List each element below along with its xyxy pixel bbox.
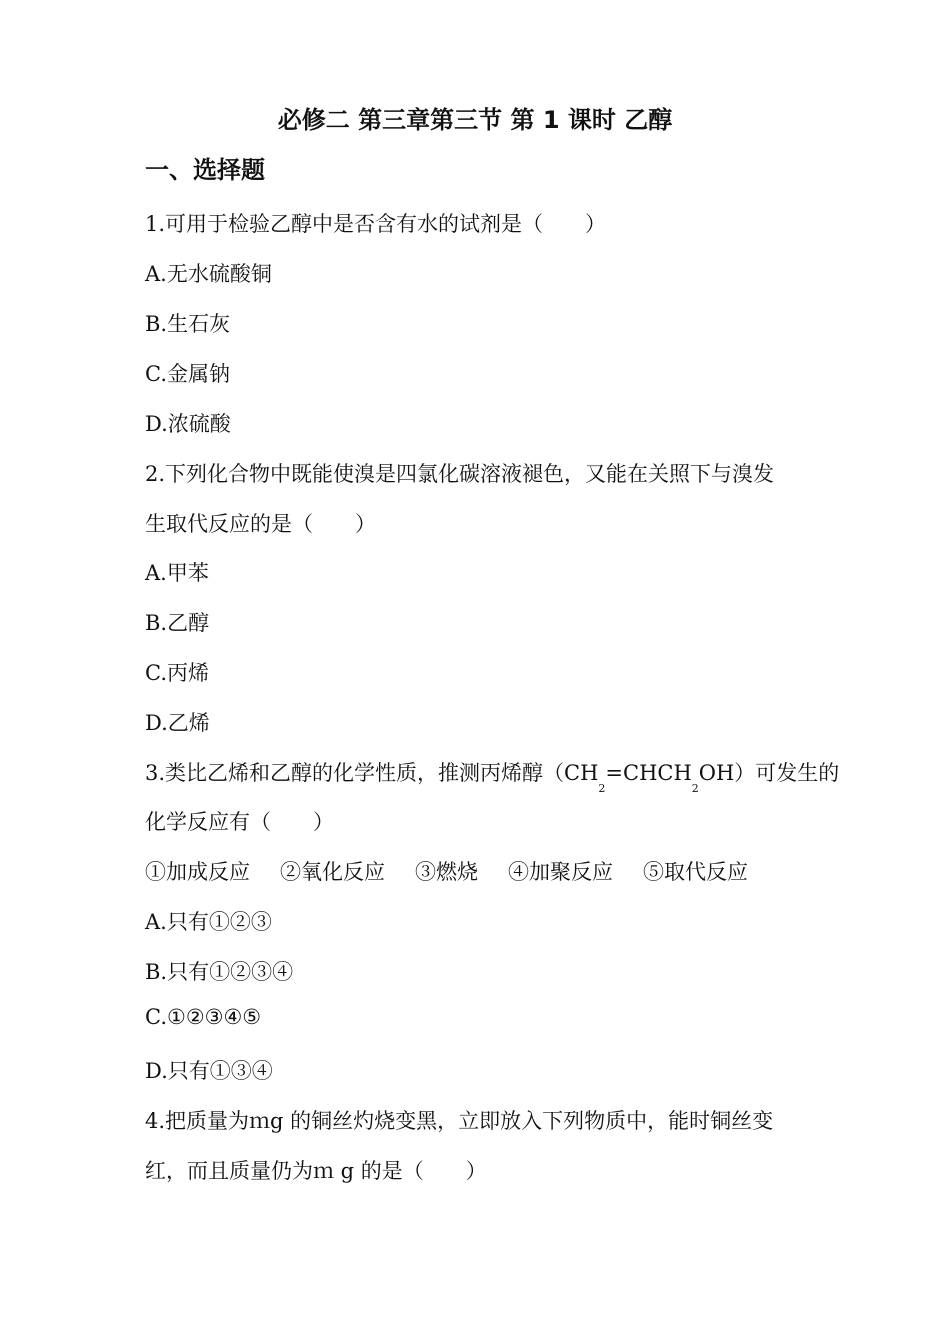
- reaction-item: ②氧化反应: [280, 860, 385, 884]
- reaction-item: ⑤取代反应: [643, 860, 748, 884]
- reaction-item: ④加聚反应: [508, 860, 613, 884]
- question-3-stem-line-2: 化学反应有（ ）: [145, 810, 334, 834]
- question-4-stem-line-2: 红，而且质量仍为ｍ g 的是（ ）: [145, 1159, 487, 1183]
- question-2-option-a: A.甲苯: [145, 561, 209, 585]
- question-3-stem-part-b: =CHCH: [605, 761, 692, 785]
- question-3-stem-line-1: [145, 757, 840, 795]
- question-1-option-a: A.无水硫酸铜: [145, 262, 272, 286]
- question-1-stem: 1.可用于检验乙醇中是否含有水的试剂是（ ）: [145, 212, 607, 236]
- question-2-option-c: C.丙烯: [145, 661, 209, 685]
- question-1-option-c: C.金属钠: [145, 362, 230, 386]
- question-3-option-a: A.只有①②③: [145, 910, 272, 934]
- question-3-option-b: B.只有①②③④: [145, 960, 294, 984]
- question-2-option-d: D.乙烯: [145, 711, 210, 735]
- question-2-stem-line-1: 2.下列化合物中既能使溴是四氯化碳溶液褪色，又能在关照下与溴发: [145, 462, 775, 486]
- question-1-option-b: B.生石灰: [145, 312, 231, 336]
- subscript: 2: [598, 782, 606, 795]
- question-4-stem-line-1: 4.把质量为ｍg 的铜丝灼烧变黑，立即放入下列物质中，能时铜丝变: [145, 1109, 774, 1133]
- reaction-item: ③燃烧: [415, 860, 478, 884]
- section-heading: 一、选择题: [145, 156, 265, 184]
- question-3-stem-part-c: OH）可发生的: [698, 761, 840, 785]
- subscript: 2: [691, 782, 699, 795]
- page-title: 必修二 第三章第三节 第 1 课时 乙醇: [277, 106, 673, 134]
- reaction-item: ①加成反应: [145, 860, 250, 884]
- question-2-option-b: B.乙醇: [145, 611, 210, 635]
- question-3-option-d: D.只有①③④: [145, 1059, 273, 1083]
- question-3-stem-part-a: 3.类比乙烯和乙醇的化学性质，推测丙烯醇（CH: [145, 761, 599, 785]
- question-1-option-d: D.浓硫酸: [145, 412, 231, 436]
- question-2-stem-line-2: 生取代反应的是（ ）: [145, 512, 376, 536]
- question-3-option-c: C.①②③④⑤: [145, 1005, 262, 1029]
- question-3-reaction-list: [145, 856, 748, 886]
